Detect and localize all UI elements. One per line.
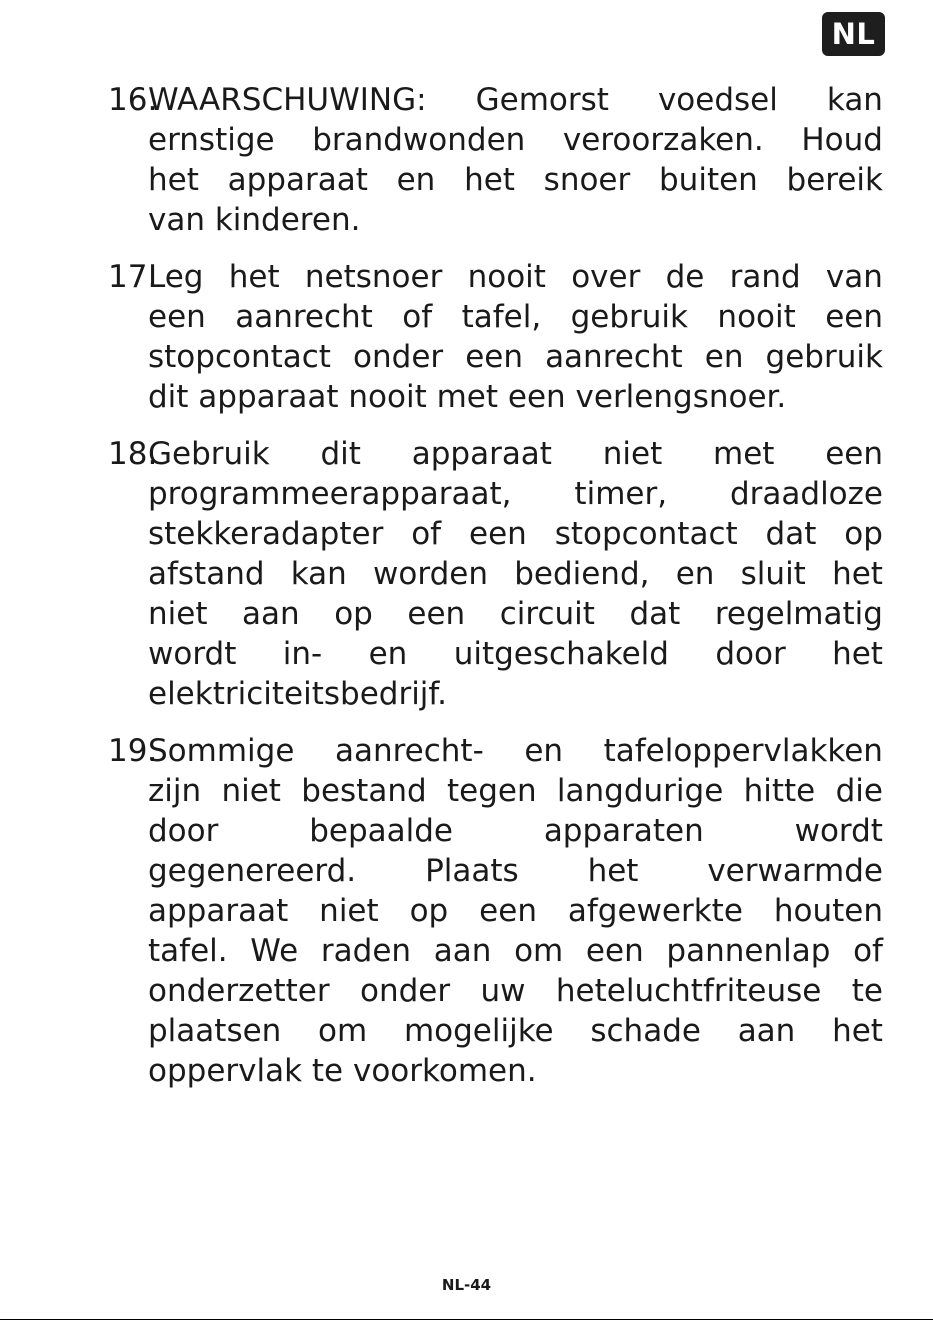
- text-line: apparaat niet op een afgewerkte houten: [148, 893, 883, 929]
- text-line: afstand kan worden bediend, en sluit het: [148, 556, 883, 592]
- text-line: Leg het netsnoer nooit over de rand van: [148, 259, 883, 295]
- item-number: 18.: [108, 436, 158, 472]
- safety-instructions-list: [108, 80, 883, 1108]
- item-text: [148, 434, 883, 714]
- item-number: 19.: [108, 733, 158, 769]
- text-line: dit apparaat nooit met een verlengsnoer.: [148, 379, 787, 415]
- text-line: onderzetter onder uw heteluchtfriteuse te: [148, 973, 883, 1009]
- page-number: NL-44: [441, 1276, 492, 1294]
- list-item: [108, 731, 883, 1091]
- text-line: door bepaalde apparaten wordt: [148, 813, 883, 849]
- text-line: Gebruik dit apparaat niet met een: [148, 436, 883, 472]
- text-line: Sommige aanrecht- en tafeloppervlakken: [148, 733, 883, 769]
- item-text: [148, 80, 883, 240]
- text-line: plaatsen om mogelijke schade aan het: [148, 1013, 883, 1049]
- text-line: een aanrecht of tafel, gebruik nooit een: [148, 299, 883, 335]
- list-item: [108, 80, 883, 240]
- bottom-divider: [0, 1319, 933, 1320]
- text-line: gegenereerd. Plaats het verwarmde: [148, 853, 883, 889]
- text-line: van kinderen.: [148, 202, 361, 238]
- text-line: niet aan op een circuit dat regelmatig: [148, 596, 883, 632]
- text-line: het apparaat en het snoer buiten bereik: [148, 162, 883, 198]
- text-line: ernstige brandwonden veroorzaken. Houd: [148, 122, 883, 158]
- text-line: WAARSCHUWING: Gemorst voedsel kan: [148, 82, 883, 118]
- text-line: stekkeradapter of een stopcontact dat op: [148, 516, 883, 552]
- text-line: programmeerapparaat, timer, draadloze: [148, 476, 883, 512]
- item-text: [148, 731, 883, 1091]
- language-badge: NL: [822, 12, 885, 56]
- text-line: wordt in- en uitgeschakeld door het: [148, 636, 883, 672]
- text-line: elektriciteitsbedrijf.: [148, 676, 447, 712]
- list-item: [108, 257, 883, 417]
- text-line: oppervlak te voorkomen.: [148, 1053, 537, 1089]
- text-line: tafel. We raden aan om een pannenlap of: [148, 933, 883, 969]
- item-number: 16.: [108, 82, 158, 118]
- text-line: zijn niet bestand tegen langdurige hitte die: [148, 773, 883, 809]
- text-line: stopcontact onder een aanrecht en gebruik: [148, 339, 883, 375]
- item-text: [148, 257, 883, 417]
- item-number: 17.: [108, 259, 158, 295]
- list-item: [108, 434, 883, 714]
